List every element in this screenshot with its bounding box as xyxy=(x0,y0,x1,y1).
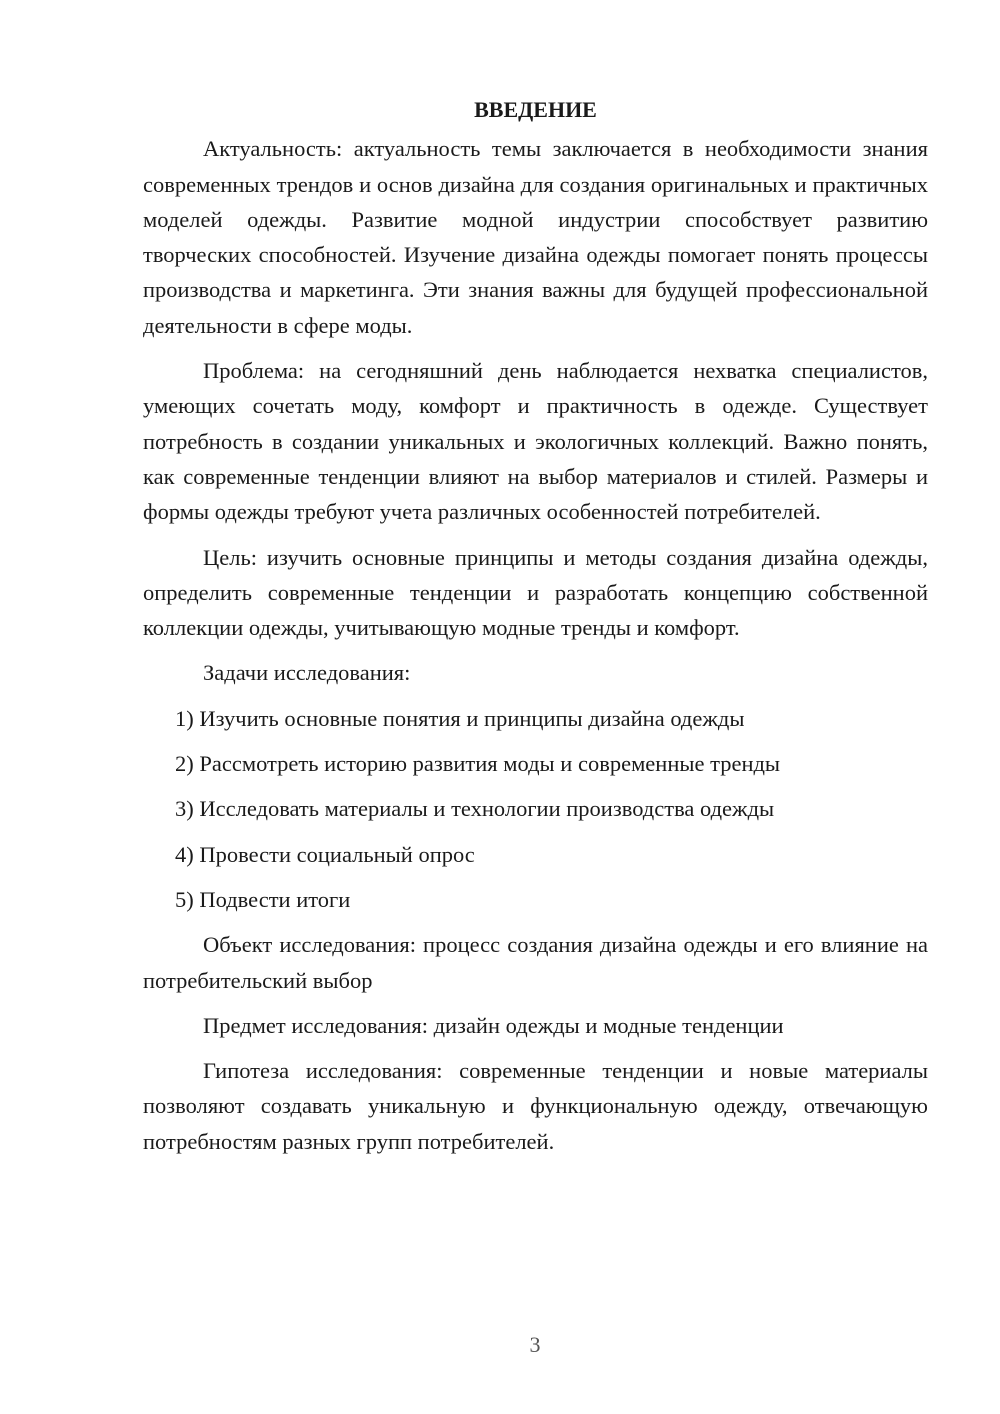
list-item: 3) Исследовать материалы и технологии производства одежды xyxy=(175,796,775,822)
subject-paragraph: Предмет исследования: дизайн одежды и модные тенденции xyxy=(203,1012,784,1038)
page-content xyxy=(143,92,928,1169)
tasks-label: Задачи исследования: xyxy=(203,660,411,686)
problem-paragraph: Проблема: на сегодняшний день наблюдается нехватка специалистов, умеющих сочетать моду, комфорт и практичность в одежде. Существует потребность в создании уникальных и экологичных коллекций. Важно понять, как современные тенденции влияют на выбор материалов и стилей. Размеры и формы одежды требуют учета различных особенностей потребителей. xyxy=(143,358,928,525)
page-title: ВВЕДЕНИЕ xyxy=(474,97,597,122)
list-item: 1) Изучить основные понятия и принципы дизайна одежды xyxy=(175,705,745,731)
relevance-paragraph: Актуальность: актуальность темы заключается в необходимости знания современных трендов и основ дизайна для создания оригинальных и практичных моделей одежды. Развитие модной индустрии способствует развитию творческих способностей. Изучение дизайна одежды помогает понять процессы производства и маркетинга. Эти знания важны для будущей профессиональной деятельности в сфере моды. xyxy=(143,136,928,338)
object-paragraph: Объект исследования: процесс создания дизайна одежды и его влияние на потребительский выбор xyxy=(143,932,928,993)
list-item: 5) Подвести итоги xyxy=(175,886,351,912)
goal-paragraph: Цель: изучить основные принципы и методы создания дизайна одежды, определить современные тенденции и разработать концепцию собственной коллекции одежды, учитывающую модные тренды и комфорт. xyxy=(143,544,928,641)
list-item: 4) Провести социальный опрос xyxy=(175,841,475,867)
page-number: 3 xyxy=(529,1332,541,1357)
hypothesis-paragraph: Гипотеза исследования: современные тенденции и новые материалы позволяют создавать уникальную и функциональную одежду, отвечающую потребностям разных групп потребителей. xyxy=(143,1058,928,1154)
list-item: 2) Рассмотреть историю развития моды и современные тренды xyxy=(175,751,781,777)
tasks-list xyxy=(143,701,928,917)
